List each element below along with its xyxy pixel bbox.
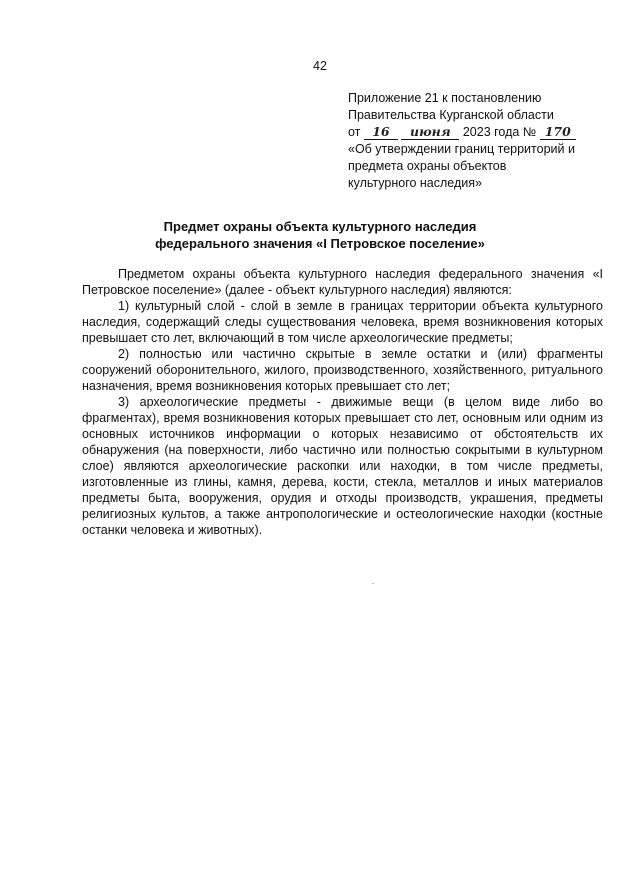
document-body — [82, 266, 603, 538]
appendix-line-6: культурного наследия» — [348, 176, 482, 190]
appendix-header — [348, 90, 610, 192]
handwritten-month: июня — [401, 125, 459, 140]
handwritten-day: 16 — [364, 125, 398, 140]
appendix-line-1: Приложение 21 к постановлению — [348, 91, 542, 105]
item-2-paragraph: 2) полностью или частично скрытые в земле остатки и (или) фрагменты сооружений оборонительного, жилого, производственного, хозяйственного, ритуального назначения, время возникновения которых превышает сто лет; — [82, 347, 603, 393]
number-sign: № — [522, 125, 537, 139]
document-title — [90, 218, 550, 252]
date-prefix: от — [348, 125, 361, 139]
date-year: 2023 года — [462, 125, 520, 139]
title-line-2: федерального значения «I Петровское поселение» — [155, 236, 485, 251]
title-line-1: Предмет охраны объекта культурного наследия — [163, 219, 477, 234]
scan-speck — [372, 583, 374, 584]
appendix-line-4: «Об утверждении границ территорий и — [348, 142, 575, 156]
appendix-date-line — [348, 124, 610, 141]
appendix-line-5: предмета охраны объектов — [348, 159, 507, 173]
item-1-paragraph: 1) культурный слой - слой в земле в границах территории объекта культурного наследия, содержащий следы существования человека, время возникновения которых превышает сто лет, включающий в том числе археологические предметы; — [82, 299, 603, 345]
page-number: 42 — [313, 59, 327, 73]
intro-paragraph: Предметом охраны объекта культурного наследия федерального значения «I Петровское поселение» (далее - объект культурного наследия) являются: — [82, 267, 603, 297]
appendix-line-2: Правительства Курганской области — [348, 108, 554, 122]
item-3-paragraph: 3) археологические предметы - движимые вещи (в целом виде либо во фрагментах), время возникновения которых превышает сто лет, основным или одним из основных источников информации о которых независимо от обстоятельств их обнаружения (на поверхности, либо частично или полностью сокрытыми в культурном слое) являются археологические раскопки или находки, в том числе предметы, изготовленные из глины, камня, дерева, кости, стекла, металлов и иных материалов предметы быта, вооружения, орудия и отходы производств, украшения, предметы религиозных культов, а также антропологические и остеологические находки (костные останки человека и животных). — [82, 395, 603, 537]
handwritten-number: 170 — [540, 125, 576, 140]
